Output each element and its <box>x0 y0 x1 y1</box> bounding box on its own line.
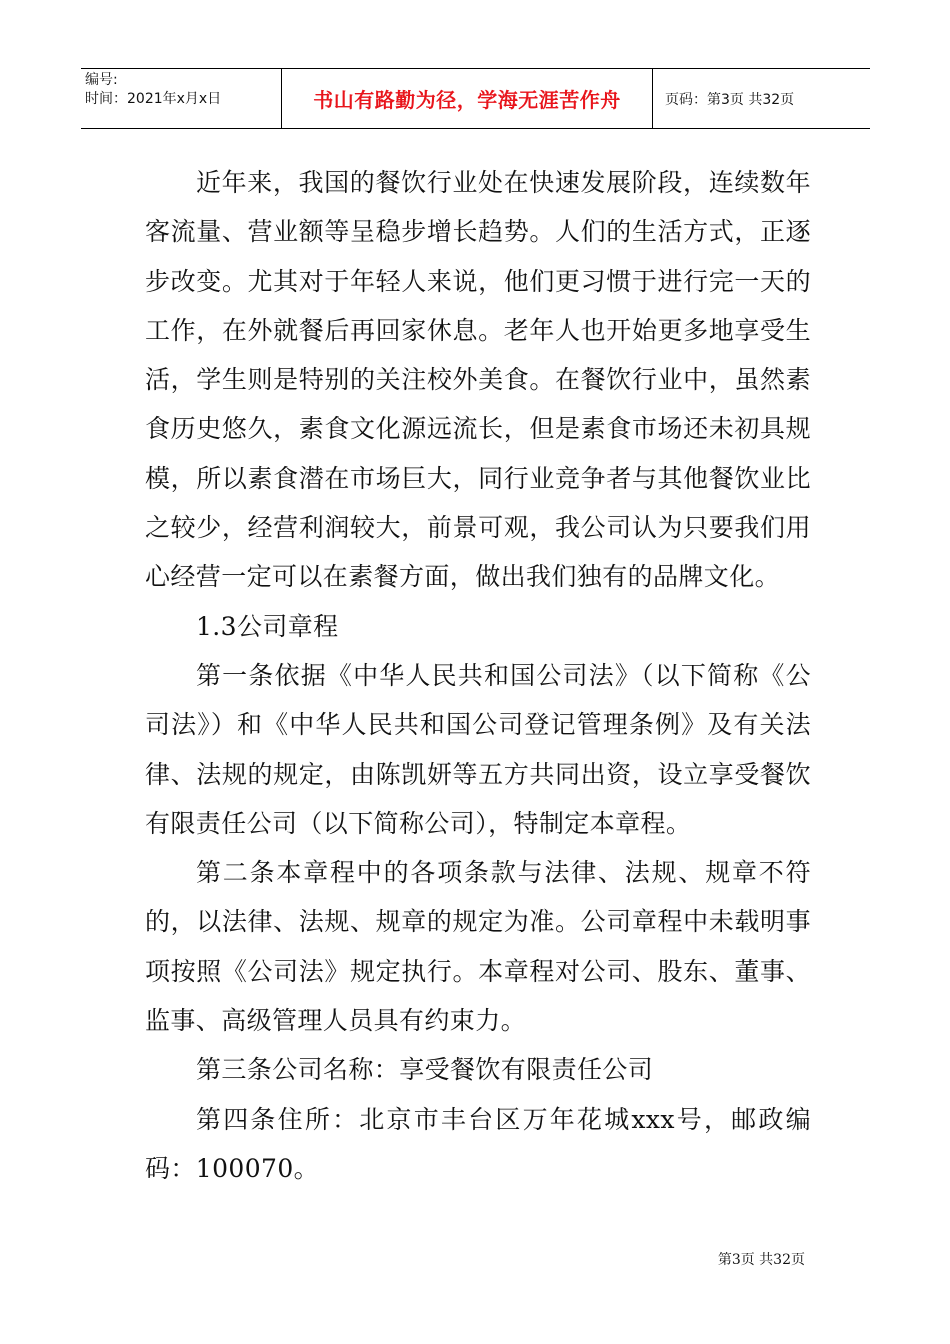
article-1: 第一条依据《中华人民共和国公司法》（以下简称《公司法》）和《中华人民共和国公司登记管理条例》及有关法律、法规的规定，由陈凯妍等五方共同出资，设立享受餐饮有限责任公司（以下简称公司），特制定本章程。 <box>145 660 811 838</box>
header-motto: 书山有路勤为径，学海无涯苦作舟 <box>313 88 621 112</box>
header-motto-cell <box>281 69 653 128</box>
document-date-label: 时间：2021年x月x日 <box>85 91 222 107</box>
section-heading: 1.3公司章程 <box>196 611 339 641</box>
article-4: 第四条住所：北京市丰台区万年花城xxx号，邮政编码：100070。 <box>145 1104 811 1183</box>
document-header <box>81 68 870 129</box>
header-meta <box>81 69 281 128</box>
document-body <box>145 158 811 1193</box>
article-2: 第二条本章程中的各项条款与法律、法规、规章不符的，以法律、法规、规章的规定为准。公司章程中未载明事项按照《公司法》规定执行。本章程对公司、股东、董事、监事、高级管理人员具有约束力。 <box>145 858 811 1036</box>
article-3: 第三条公司名称：享受餐饮有限责任公司 <box>196 1055 654 1085</box>
document-number-label: 编号: <box>85 72 118 88</box>
footer-page-number: 第3页 共32页 <box>717 1252 805 1268</box>
header-page-number: 页码：第3页 共32页 <box>665 91 795 108</box>
header-page-cell <box>653 69 870 128</box>
paragraph-intro: 近年来，我国的餐饮行业处在快速发展阶段，连续数年客流量、营业额等呈稳步增长趋势。人们的生活方式，正逐步改变。尤其对于年轻人来说，他们更习惯于进行完一天的工作，在外就餐后再回家休息。老年人也开始更多地享受生活，学生则是特别的关注校外美食。在餐饮行业中，虽然素食历史悠久，素食文化源远流长，但是素食市场还未初具规模，所以素食潜在市场巨大，同行业竞争者与其他餐饮业比之较少，经营利润较大，前景可观，我公司认为只要我们用心经营一定可以在素餐方面，做出我们独有的品牌文化。 <box>145 168 811 592</box>
